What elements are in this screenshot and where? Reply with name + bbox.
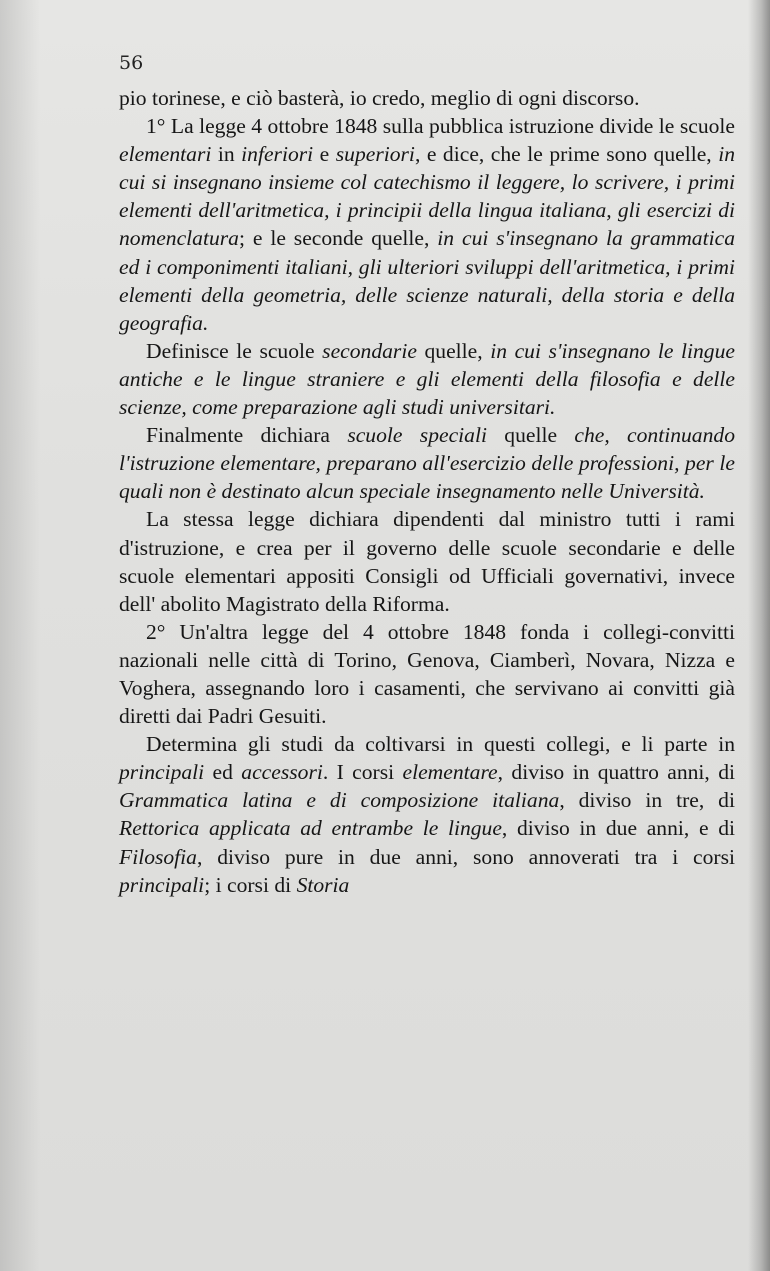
italic-text: Grammatica latina e di composizione italiana	[119, 788, 560, 813]
text-run: , diviso in tre, di	[559, 788, 735, 813]
italic-text: inferiori	[241, 142, 314, 167]
italic-text: elementare	[402, 760, 498, 785]
text-run: , diviso in due anni, e di	[501, 816, 735, 841]
text-run: Definisce le scuole	[146, 338, 323, 363]
italic-text: secondarie	[322, 338, 417, 363]
italic-text: Storia	[296, 872, 350, 897]
text-run: 2° Un'altra legge del 4 ottobre 1848 fonda i collegi-convitti nazionali nelle città di Torino, Genova, Ciamberì, Novara, Nizza e Voghera, assegnando loro i casamenti, che servivano ai convitti già diretti dai Padri Gesuiti.	[119, 619, 735, 729]
paragraph	[119, 337, 735, 421]
text-run: Finalmente dichiara	[146, 423, 348, 448]
text-run: , diviso pure in due anni, sono annoverati tra i corsi	[196, 844, 735, 869]
text-run: ; i corsi di	[204, 872, 297, 897]
text-run: . I corsi	[322, 760, 403, 785]
paragraph	[119, 730, 735, 899]
italic-text: principali	[119, 760, 205, 785]
italic-text: in cui s'insegnano le lingue antiche e le lingue straniere e gli elementi della filosofia e delle scienze, come preparazione agli studi universitari.	[119, 338, 735, 420]
paragraph	[119, 84, 735, 112]
italic-text: Filosofia	[119, 844, 197, 869]
italic-text: superiori	[335, 142, 415, 167]
italic-text: elementari	[119, 142, 212, 167]
italic-text: in cui si insegnano insieme col catechismo il leggere, lo scrivere, i primi elementi dell'aritmetica, i principii della lingua italiana, gli esercizi di nomenclatura	[119, 142, 736, 251]
paragraph	[119, 618, 735, 730]
italic-text: principali	[119, 872, 205, 897]
text-run: ; e le seconde quelle,	[238, 226, 438, 251]
italic-text: accessori	[241, 760, 323, 785]
text-run: e	[313, 142, 336, 167]
italic-text: Rettorica applicata ad entrambe le lingue	[119, 816, 502, 841]
text-run: pio torinese, e ciò basterà, io credo, meglio di ogni discorso.	[119, 86, 640, 110]
paragraph	[119, 505, 735, 617]
italic-text: in cui s'insegnano la grammatica ed i componimenti italiani, gli ulteriori sviluppi dell'aritmetica, i primi elementi della geometria, delle scienze naturali, della storia e della geografia.	[119, 226, 735, 335]
page-left-shadow	[0, 0, 40, 1271]
text-run: in	[211, 142, 242, 167]
text-run: , e dice, che le prime sono quelle,	[414, 142, 719, 167]
italic-text: che, continuando l'istruzione elementare, preparano all'esercizio delle professioni, per le quali non è destinato alcun speciale insegnamento nelle Università.	[119, 423, 735, 504]
text-run: quelle	[486, 423, 575, 448]
paragraph	[119, 112, 735, 337]
text-run: , diviso in quattro anni, di	[497, 760, 735, 785]
text-run: La stessa legge dichiara dipendenti dal ministro tutti i rami d'istruzione, e crea per il governo delle scuole secondarie e delle scuole elementari appositi Consigli od Ufficiali governativi, invece dell' abolito Magistrato della Riforma.	[119, 507, 735, 616]
italic-text: scuole speciali	[347, 423, 487, 448]
paragraph	[119, 421, 735, 505]
page-number: 56	[119, 52, 144, 74]
page-right-shadow	[748, 0, 770, 1271]
text-run: 1° La legge 4 ottobre 1848 sulla pubblica istruzione divide le scuole	[146, 114, 735, 139]
text-run: Determina gli studi da coltivarsi in questi collegi, e li parte in	[146, 732, 735, 757]
text-run: ed	[204, 760, 242, 785]
text-run: quelle,	[416, 338, 491, 363]
body-text	[119, 84, 735, 899]
